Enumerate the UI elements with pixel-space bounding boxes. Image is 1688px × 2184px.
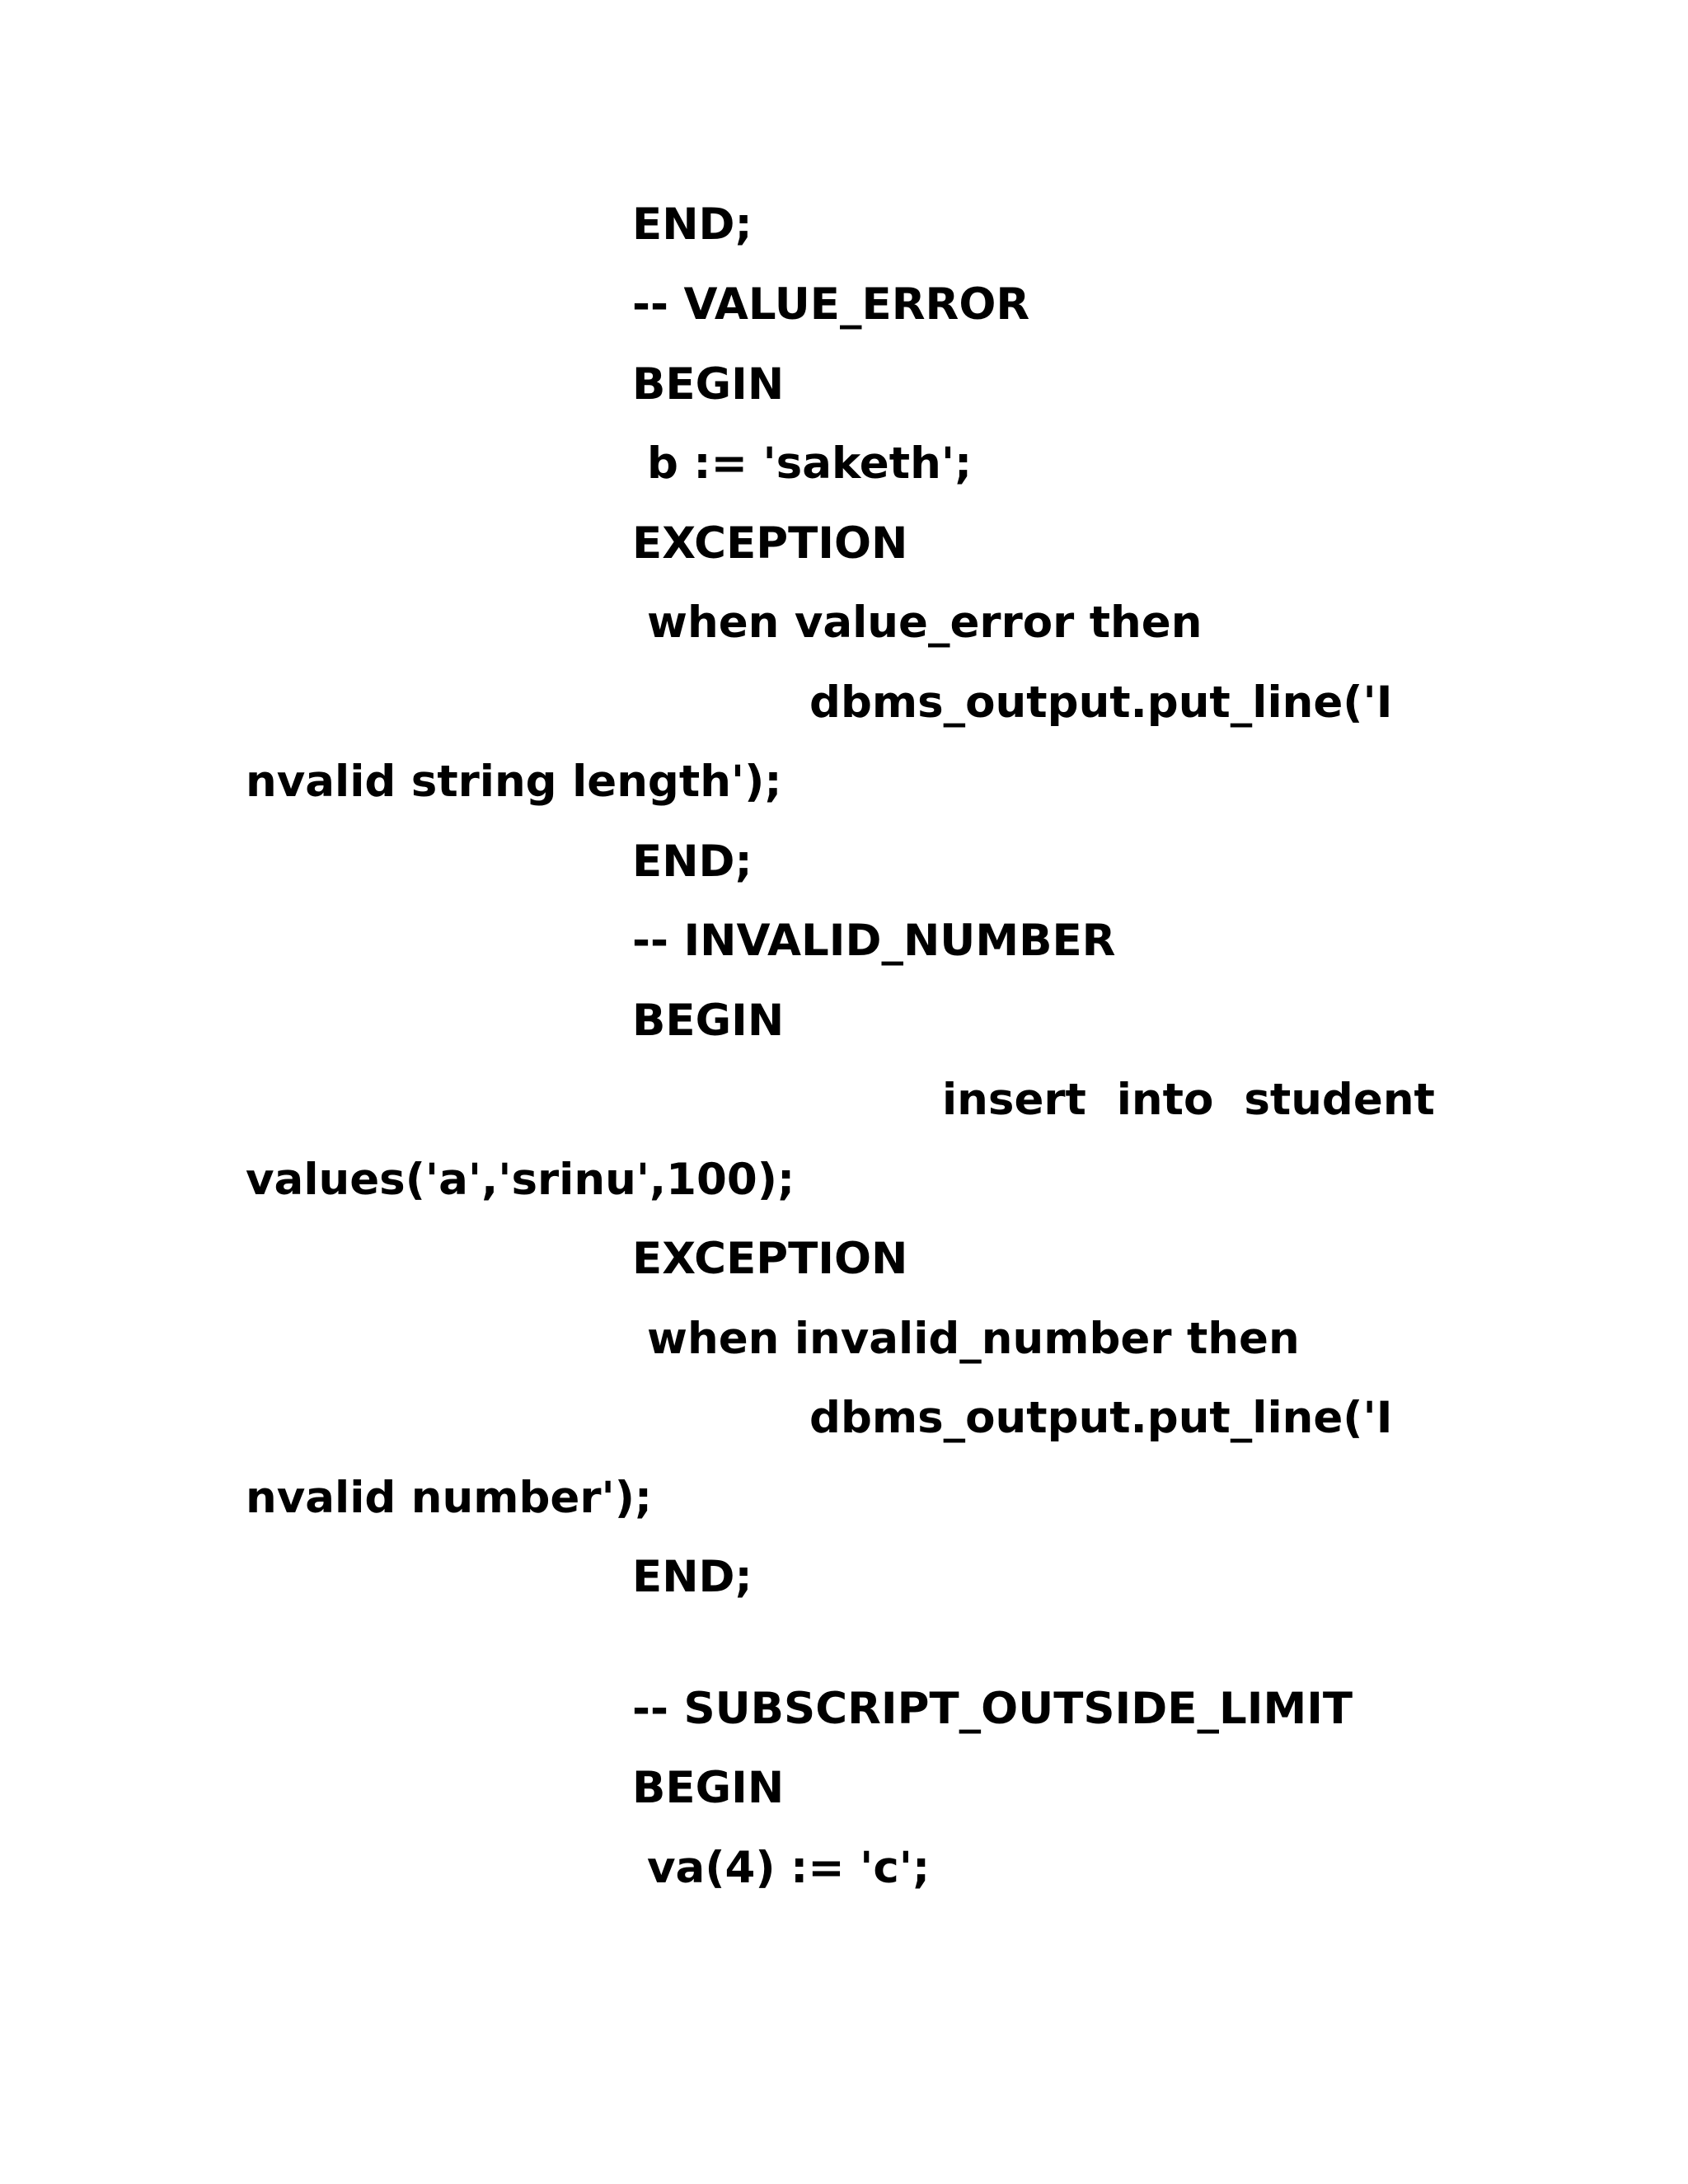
code-line: BEGIN <box>632 359 785 410</box>
code-comment: -- VALUE_ERROR <box>632 279 1030 330</box>
code-line: EXCEPTION <box>632 518 908 569</box>
code-line: when invalid_number then <box>647 1314 1300 1364</box>
code-line: END; <box>632 837 753 887</box>
code-line: dbms_output.put_line('I <box>809 1393 1393 1443</box>
code-line: when value_error then <box>647 598 1203 648</box>
code-line: b := 'saketh'; <box>647 438 973 489</box>
code-comment: -- SUBSCRIPT_OUTSIDE_LIMIT <box>632 1684 1353 1734</box>
code-line: BEGIN <box>632 996 785 1046</box>
code-line: dbms_output.put_line('I <box>809 677 1393 728</box>
code-line: BEGIN <box>632 1763 785 1813</box>
code-line: insert into student <box>942 1075 1435 1125</box>
code-line: END; <box>632 199 753 250</box>
code-line: END; <box>632 1552 753 1602</box>
code-line: EXCEPTION <box>632 1234 908 1284</box>
code-line: values('a','srinu',100); <box>246 1155 795 1205</box>
code-line: nvalid string length'); <box>246 757 782 807</box>
code-comment: -- INVALID_NUMBER <box>632 916 1116 966</box>
code-line: nvalid number'); <box>246 1473 653 1523</box>
code-line: va(4) := 'c'; <box>647 1843 931 1893</box>
